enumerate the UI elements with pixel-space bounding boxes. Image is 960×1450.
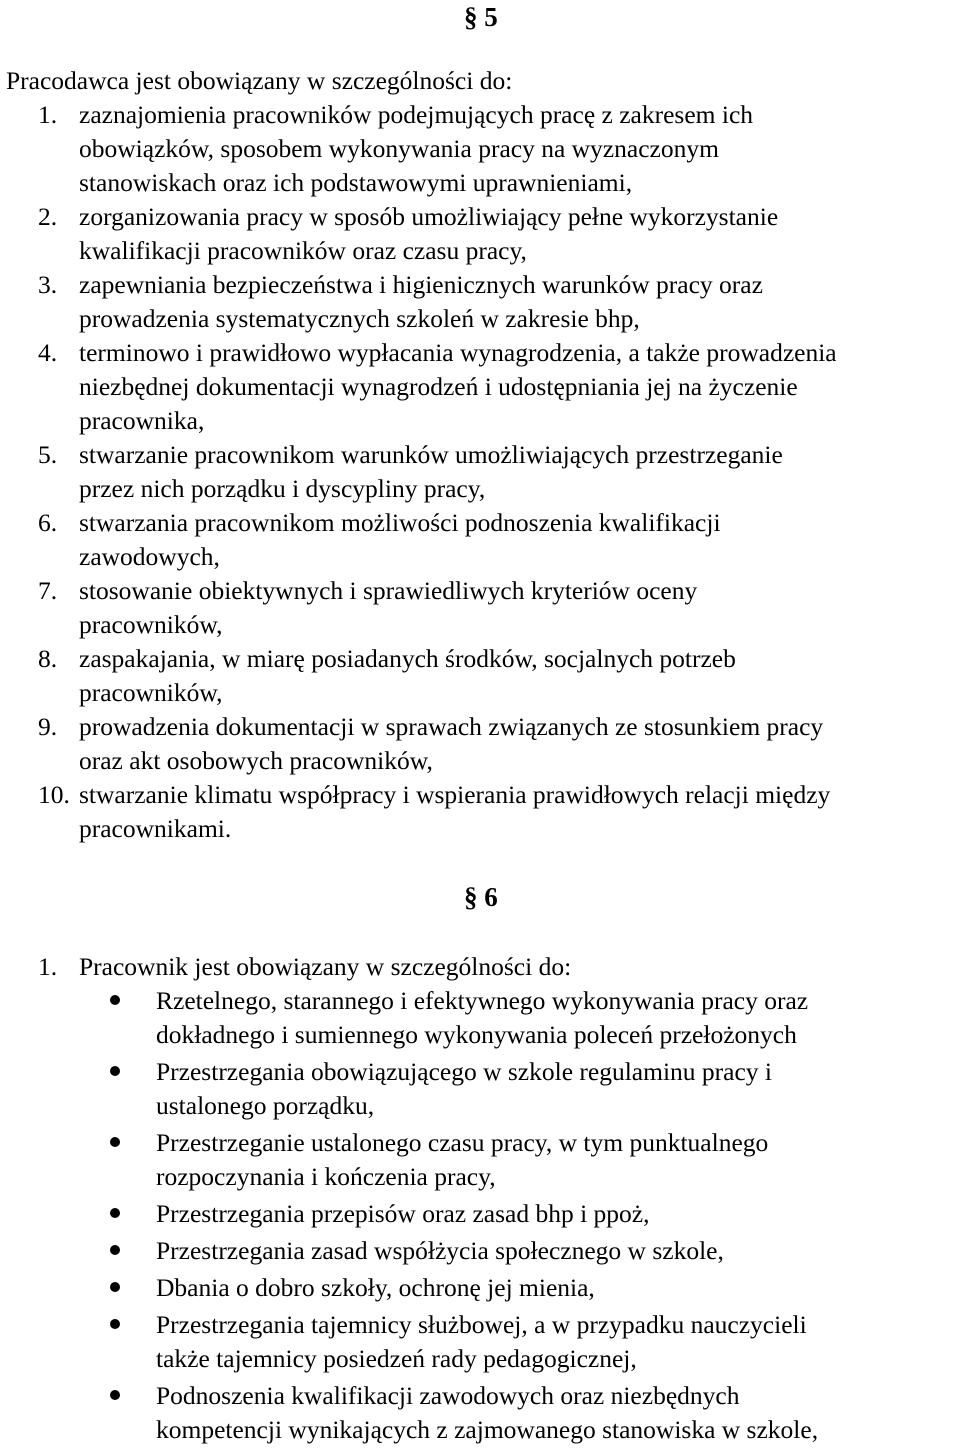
employer-duty-item: [0, 336, 960, 438]
list-item-number: 9.: [38, 712, 58, 741]
employer-duty-item: [0, 710, 960, 778]
employee-duty-item: [0, 1055, 960, 1123]
bullet-icon: [110, 995, 120, 1005]
list-item-text-line: oraz akt osobowych pracowników,: [79, 746, 433, 775]
employee-duties-list: [0, 984, 960, 1450]
section-5-intro: Pracodawca jest obowiązany w szczególności do:: [6, 66, 513, 95]
section-6-heading: § 6: [464, 882, 498, 912]
list-item-text-line: dokładnego i sumiennego wykonywania poleceń przełożonych: [156, 1020, 797, 1049]
bullet-icon: [110, 1137, 120, 1147]
list-item-text-line: Rzetelnego, starannego i efektywnego wykonywania pracy oraz: [156, 986, 809, 1015]
list-item-number: 5.: [38, 440, 58, 469]
employer-duty-item: [0, 200, 960, 268]
list-item-text-line: pracowników,: [79, 610, 223, 639]
list-item-text-line: Przestrzegania zasad współżycia społecznego w szkole,: [156, 1236, 724, 1265]
list-item-text-line: kompetencji wynikających z zajmowanego stanowiska w szkole,: [156, 1415, 819, 1444]
list-item-text-line: zaspakajania, w miarę posiadanych środków, socjalnych potrzeb: [79, 644, 736, 673]
list-item-number: 10.: [38, 780, 70, 809]
employer-duty-item: [0, 642, 960, 710]
list-item-text-line: rozpoczynania i kończenia pracy,: [156, 1162, 496, 1191]
list-item-text-line: niezbędnej dokumentacji wynagrodzeń i udostępniania jej na życzenie: [79, 372, 798, 401]
list-item-text-line: Podnoszenia kwalifikacji zawodowych oraz niezbędnych: [156, 1381, 740, 1410]
section-6-intro: Pracownik jest obowiązany w szczególności do:: [79, 952, 572, 981]
list-item-number: 8.: [38, 644, 58, 673]
list-item-text-line: ustalonego porządku,: [156, 1091, 375, 1120]
list-item-text-line: pracownika,: [79, 406, 205, 435]
section-6-item-number: 1.: [38, 952, 58, 981]
list-item-text-line: zaznajomienia pracowników podejmujących pracę z zakresem ich: [79, 100, 754, 129]
employee-duty-item: [0, 1308, 960, 1376]
list-item-number: 6.: [38, 508, 58, 537]
employee-duty-item: [0, 1379, 960, 1447]
bullet-icon: [110, 1390, 120, 1400]
employer-duties-list: [0, 98, 960, 846]
list-item-text-line: stwarzanie pracownikom warunków umożliwiających przestrzeganie: [79, 440, 783, 469]
bullet-icon: [110, 1066, 120, 1076]
employee-duty-item: [0, 984, 960, 1052]
bullet-icon: [110, 1208, 120, 1218]
list-item-text-line: także tajemnicy posiedzeń rady pedagogicznej,: [156, 1344, 637, 1373]
list-item-text-line: zapewniania bezpieczeństwa i higienicznych warunków pracy oraz: [79, 270, 763, 299]
bullet-icon: [110, 1319, 120, 1329]
section-5-heading: § 5: [464, 2, 498, 32]
list-item-text-line: Przestrzegania obowiązującego w szkole regulaminu pracy i: [156, 1057, 772, 1086]
employer-duty-item: [0, 98, 960, 200]
list-item-text-line: pracownikami.: [79, 814, 232, 843]
list-item-text-line: zawodowych,: [79, 542, 220, 571]
employee-duty-item: [0, 1197, 960, 1231]
employer-duty-item: [0, 506, 960, 574]
employer-duty-item: [0, 574, 960, 642]
employee-duty-item: [0, 1234, 960, 1268]
list-item-text-line: Dbania o dobro szkoły, ochronę jej mienia,: [156, 1273, 595, 1302]
employee-duty-item: [0, 1126, 960, 1194]
list-item-text-line: stosowanie obiektywnych i sprawiedliwych kryteriów oceny: [79, 576, 698, 605]
employer-duty-item: [0, 268, 960, 336]
list-item-number: 7.: [38, 576, 58, 605]
list-item-text-line: Przestrzeganie ustalonego czasu pracy, w tym punktualnego: [156, 1128, 769, 1157]
bullet-icon: [110, 1245, 120, 1255]
list-item-text-line: stwarzania pracownikom możliwości podnoszenia kwalifikacji: [79, 508, 721, 537]
list-item-text-line: prowadzenia systematycznych szkoleń w zakresie bhp,: [79, 304, 640, 333]
list-item-number: 1.: [38, 100, 58, 129]
list-item-text-line: kwalifikacji pracowników oraz czasu pracy,: [79, 236, 527, 265]
employer-duty-item: [0, 778, 960, 846]
list-item-number: 2.: [38, 202, 58, 231]
list-item-text-line: Przestrzegania tajemnicy służbowej, a w przypadku nauczycieli: [156, 1310, 807, 1339]
list-item-text-line: stanowiskach oraz ich podstawowymi uprawnieniami,: [79, 168, 633, 197]
bullet-icon: [110, 1282, 120, 1292]
list-item-text-line: terminowo i prawidłowo wypłacania wynagrodzenia, a także prowadzenia: [79, 338, 837, 367]
list-item-text-line: stwarzanie klimatu współpracy i wspierania prawidłowych relacji między: [79, 780, 831, 809]
list-item-text-line: zorganizowania pracy w sposób umożliwiający pełne wykorzystanie: [79, 202, 779, 231]
list-item-text-line: Przestrzegania przepisów oraz zasad bhp i ppoż,: [156, 1199, 650, 1228]
list-item-number: 3.: [38, 270, 58, 299]
list-item-text-line: pracowników,: [79, 678, 223, 707]
employee-duty-item: [0, 1271, 960, 1305]
list-item-text-line: prowadzenia dokumentacji w sprawach związanych ze stosunkiem pracy: [79, 712, 824, 741]
employer-duty-item: [0, 438, 960, 506]
list-item-text-line: przez nich porządku i dyscypliny pracy,: [79, 474, 486, 503]
list-item-text-line: obowiązków, sposobem wykonywania pracy na wyznaczonym: [79, 134, 719, 163]
list-item-number: 4.: [38, 338, 58, 367]
